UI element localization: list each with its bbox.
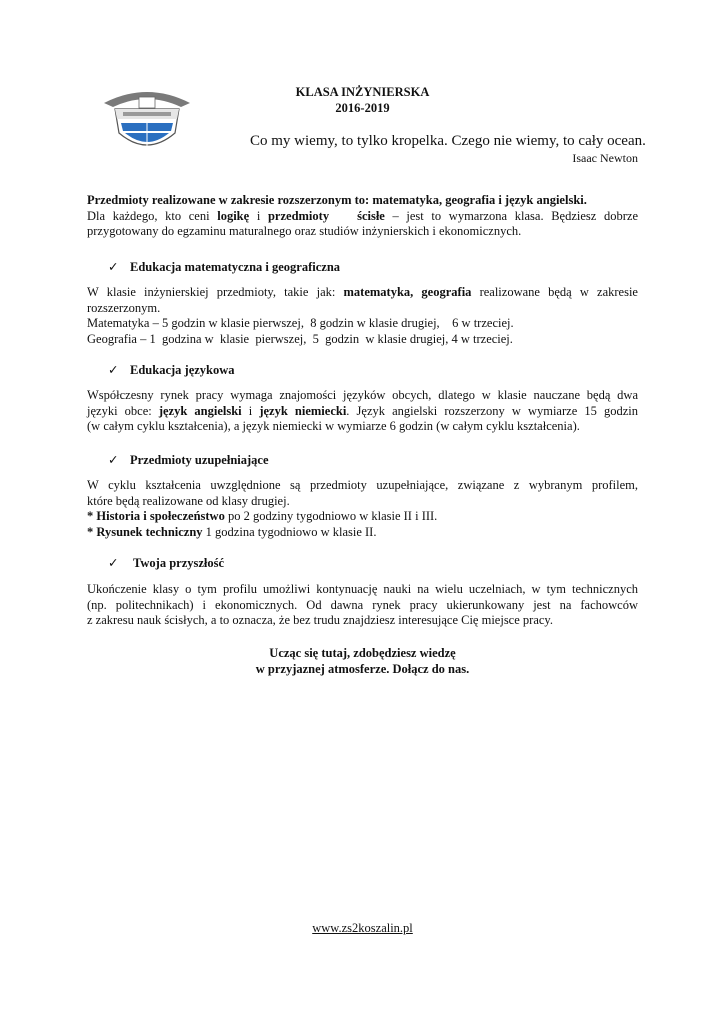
- footer: [0, 921, 725, 936]
- checkmark-icon: ✓: [108, 260, 119, 274]
- paragraph-line: (np. politechnikach) i ekonomicznych. Od dawna rynek pracy ukierunkowany jest na fachowców: [87, 597, 638, 612]
- math-geo-paragraph: [87, 285, 638, 347]
- supplementary-paragraph: [87, 478, 638, 540]
- history-line: * Historia i społeczeństwo po 2 godziny tygodniowo w klasie II i III.: [87, 509, 438, 523]
- section-heading-future: ✓ Twoja przyszłość: [108, 556, 225, 570]
- section-heading-math-geo: ✓ Edukacja matematyczna i geograficzna: [108, 260, 341, 274]
- paragraph-line: W klasie inżynierskiej przedmioty, takie jak: matematyka, geografia realizowane będą w zakresie: [87, 285, 638, 299]
- intro-line: Dla każdego, kto ceni logikę i przedmioty ścisłe – jest to wymarzona klasa. Będziesz dobrze: [87, 208, 639, 223]
- checkmark-icon: ✓: [108, 453, 119, 467]
- section-heading-supplementary: ✓ Przedmioty uzupełniające: [108, 453, 269, 467]
- newton-quote: Co my wiemy, to tylko kropelka. Czego nie wiemy, to cały ocean.: [250, 133, 646, 149]
- drawing-line: * Rysunek techniczny 1 godzina tygodniowo w klasie II.: [87, 524, 377, 539]
- paragraph-line: Współczesny rynek pracy wymaga znajomości języków obcych, dlatego w klasie nauczane będą dwa: [87, 388, 638, 402]
- closing-slogan: [0, 645, 725, 677]
- section-heading-languages: ✓ Edukacja językowa: [108, 363, 235, 377]
- paragraph-line: języki obce: język angielski i język niemiecki. Język angielski rozszerzony w wymiarze 15 godzin: [87, 403, 638, 418]
- future-paragraph: [87, 582, 638, 629]
- closing-line: Ucząc się tutaj, zdobędziesz wiedzę: [269, 646, 456, 660]
- class-years: 2016-2019: [335, 101, 390, 115]
- checkmark-icon: ✓: [108, 556, 119, 570]
- intro-line: przygotowany do egzaminu maturalnego oraz studiów inżynierskich i ekonomicznych.: [87, 224, 522, 238]
- paragraph-line: rozszerzonym.: [87, 300, 161, 315]
- intro-bold-line: Przedmioty realizowane w zakresie rozszerzonym to: matematyka, geografia i język angielski.: [87, 193, 587, 207]
- quote-author: Isaac Newton: [572, 151, 638, 165]
- closing-line: w przyjaznej atmosferze. Dołącz do nas.: [255, 662, 470, 676]
- website-link[interactable]: www.zs2koszalin.pl: [312, 921, 413, 935]
- paragraph-line: (w całym cyklu kształcenia), a język niemiecki w wymiarze 6 godzin (w całym cyklu kształcenia).: [87, 419, 580, 433]
- paragraph-line: z zakresu nauk ścisłych, a to oznacza, że bez trudu znajdziesz interesujące Cię miejsce pracy.: [87, 613, 553, 627]
- math-hours-line: Matematyka – 5 godzin w klasie pierwszej, 8 godzin w klasie drugiej, 6 w trzeciej.: [87, 316, 514, 330]
- paragraph-line: W cyklu kształcenia uwzględnione są przedmioty uzupełniające, związane z wybranym profilem,: [87, 478, 638, 492]
- class-title: KLASA INŻYNIERSKA: [295, 85, 430, 99]
- paragraph-line: które będą realizowane od klasy drugiej.: [87, 493, 290, 508]
- intro-paragraph: [87, 193, 638, 240]
- checkmark-icon: ✓: [108, 363, 119, 377]
- paragraph-line: Ukończenie klasy o tym profilu umożliwi kontynuację nauki na wielu uczelniach, w tym technicznych: [87, 582, 638, 596]
- geo-hours-line: Geografia – 1 godzina w klasie pierwszej, 5 godzin w klasie drugiej, 4 w trzeciej.: [87, 331, 513, 346]
- languages-paragraph: [87, 388, 638, 435]
